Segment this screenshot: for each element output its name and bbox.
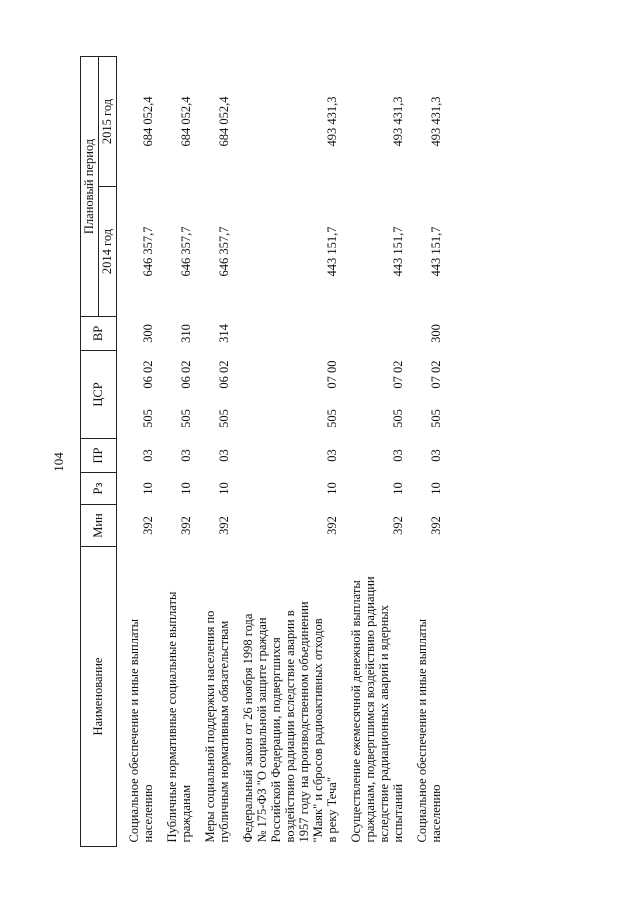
table-spacer	[155, 56, 165, 846]
table-row	[415, 56, 443, 846]
table-spacer	[117, 56, 128, 846]
table-row	[241, 56, 339, 846]
row-vr: 314	[217, 324, 231, 343]
row-name-line: Социальное обеспечение и иные выплаты	[415, 618, 429, 843]
row-name	[241, 547, 339, 847]
row-min: 392	[325, 516, 339, 535]
row-csr-b: 06 02	[141, 360, 155, 389]
row-csr-b: 06 02	[179, 360, 193, 389]
row-name	[415, 547, 443, 847]
row-rz: 10	[217, 482, 231, 495]
table-spacer	[443, 56, 453, 846]
row-name-line: Осуществление ежемесячной денежной выплаты	[349, 580, 363, 843]
row-name-line: населению	[429, 784, 443, 843]
page-number: 104	[51, 452, 66, 472]
budget-table-container	[80, 57, 580, 847]
row-name-line: Федеральный закон от 26 ноября 1998 года	[241, 613, 255, 843]
table-row	[127, 56, 155, 846]
row-name	[203, 547, 231, 847]
row-rz: 10	[325, 482, 339, 495]
row-2014: 646 357,7	[179, 226, 193, 277]
row-2014: 646 357,7	[141, 226, 155, 277]
table-row	[349, 56, 405, 846]
row-name	[349, 547, 405, 847]
row-name-line: Социальное обеспечение и иные выплаты	[127, 618, 141, 843]
header-name: Наименование	[81, 547, 117, 847]
row-name-line: № 175-ФЗ "О социальной защите граждан	[255, 617, 269, 843]
row-name-line: гражданам, подвергшимся воздействию радиации	[363, 576, 377, 843]
header-year-2014: 2014 год	[99, 186, 117, 316]
row-2014: 646 357,7	[217, 226, 231, 277]
row-vr: 310	[179, 324, 193, 343]
row-2015: 493 431,3	[429, 96, 443, 147]
row-rz: 10	[429, 482, 443, 495]
row-csr-a: 505	[429, 409, 443, 428]
row-csr-a: 505	[217, 409, 231, 428]
row-vr: 300	[141, 324, 155, 343]
row-pr: 03	[141, 449, 155, 462]
table-header	[81, 56, 117, 846]
row-2014: 443 151,7	[325, 226, 339, 277]
row-name-line: публичным нормативным обязательствам	[217, 620, 231, 843]
header-pr: ПР	[81, 439, 117, 473]
row-pr: 03	[325, 449, 339, 462]
row-name-line: испытаний	[391, 783, 405, 843]
header-planned-period: Плановый период	[81, 56, 99, 316]
row-csr-a: 505	[325, 409, 339, 428]
header-year-2015: 2015 год	[99, 56, 117, 186]
row-pr: 03	[217, 449, 231, 462]
row-name-line: Меры социальной поддержки населения по	[203, 610, 217, 843]
row-csr-b: 06 02	[217, 360, 231, 389]
budget-table	[80, 56, 453, 847]
table-spacer	[193, 56, 203, 846]
table-row	[165, 56, 193, 846]
row-vr: 300	[429, 324, 443, 343]
row-name	[127, 547, 155, 847]
row-2014: 443 151,7	[391, 226, 405, 277]
table-spacer	[339, 56, 349, 846]
row-vr	[349, 316, 405, 350]
row-2014: 443 151,7	[429, 226, 443, 277]
row-min: 392	[179, 516, 193, 535]
row-pr: 03	[391, 449, 405, 462]
row-2015: 684 052,4	[179, 96, 193, 147]
table-row	[203, 56, 231, 846]
header-min: Мин	[81, 505, 117, 547]
row-pr: 03	[429, 449, 443, 462]
row-csr-b: 07 02	[391, 360, 405, 389]
row-rz: 10	[391, 482, 405, 495]
row-csr-a: 505	[141, 409, 155, 428]
row-vr	[241, 316, 339, 350]
table-body	[117, 56, 454, 846]
row-min: 392	[141, 516, 155, 535]
row-csr-a: 505	[391, 409, 405, 428]
row-name-line: населению	[141, 784, 155, 843]
row-pr: 03	[179, 449, 193, 462]
row-2015: 684 052,4	[217, 96, 231, 147]
row-name-line: Российской Федерации, подвергшихся	[269, 637, 283, 843]
row-name-line: вследствие радиационных аварий и ядерных	[377, 605, 391, 843]
row-csr-b: 07 02	[429, 360, 443, 389]
row-name-line: 1957 году на производственном объединении	[297, 601, 311, 843]
row-rz: 10	[141, 482, 155, 495]
row-min: 392	[391, 516, 405, 535]
row-rz: 10	[179, 482, 193, 495]
header-rz: Рз	[81, 473, 117, 505]
row-name-line: гражданам	[179, 784, 193, 843]
row-min: 392	[217, 516, 231, 535]
row-name	[165, 547, 193, 847]
row-csr-b: 07 00	[325, 360, 339, 389]
row-csr-a: 505	[179, 409, 193, 428]
header-csr: ЦСР	[81, 350, 117, 438]
row-name-line: "Маяк" и сбросов радиоактивных отходов	[311, 618, 325, 843]
header-vr: ВР	[81, 316, 117, 350]
row-2015: 684 052,4	[141, 96, 155, 147]
row-name-line: в реку Теча"	[325, 777, 339, 843]
table-spacer	[405, 56, 415, 846]
table-spacer	[231, 56, 241, 846]
row-name-line: Публичные нормативные социальные выплаты	[165, 591, 179, 843]
row-min: 392	[429, 516, 443, 535]
row-2015: 493 431,3	[391, 96, 405, 147]
row-name-line: воздействию радиации вследствие аварии в	[283, 610, 297, 843]
row-2015: 493 431,3	[325, 96, 339, 147]
